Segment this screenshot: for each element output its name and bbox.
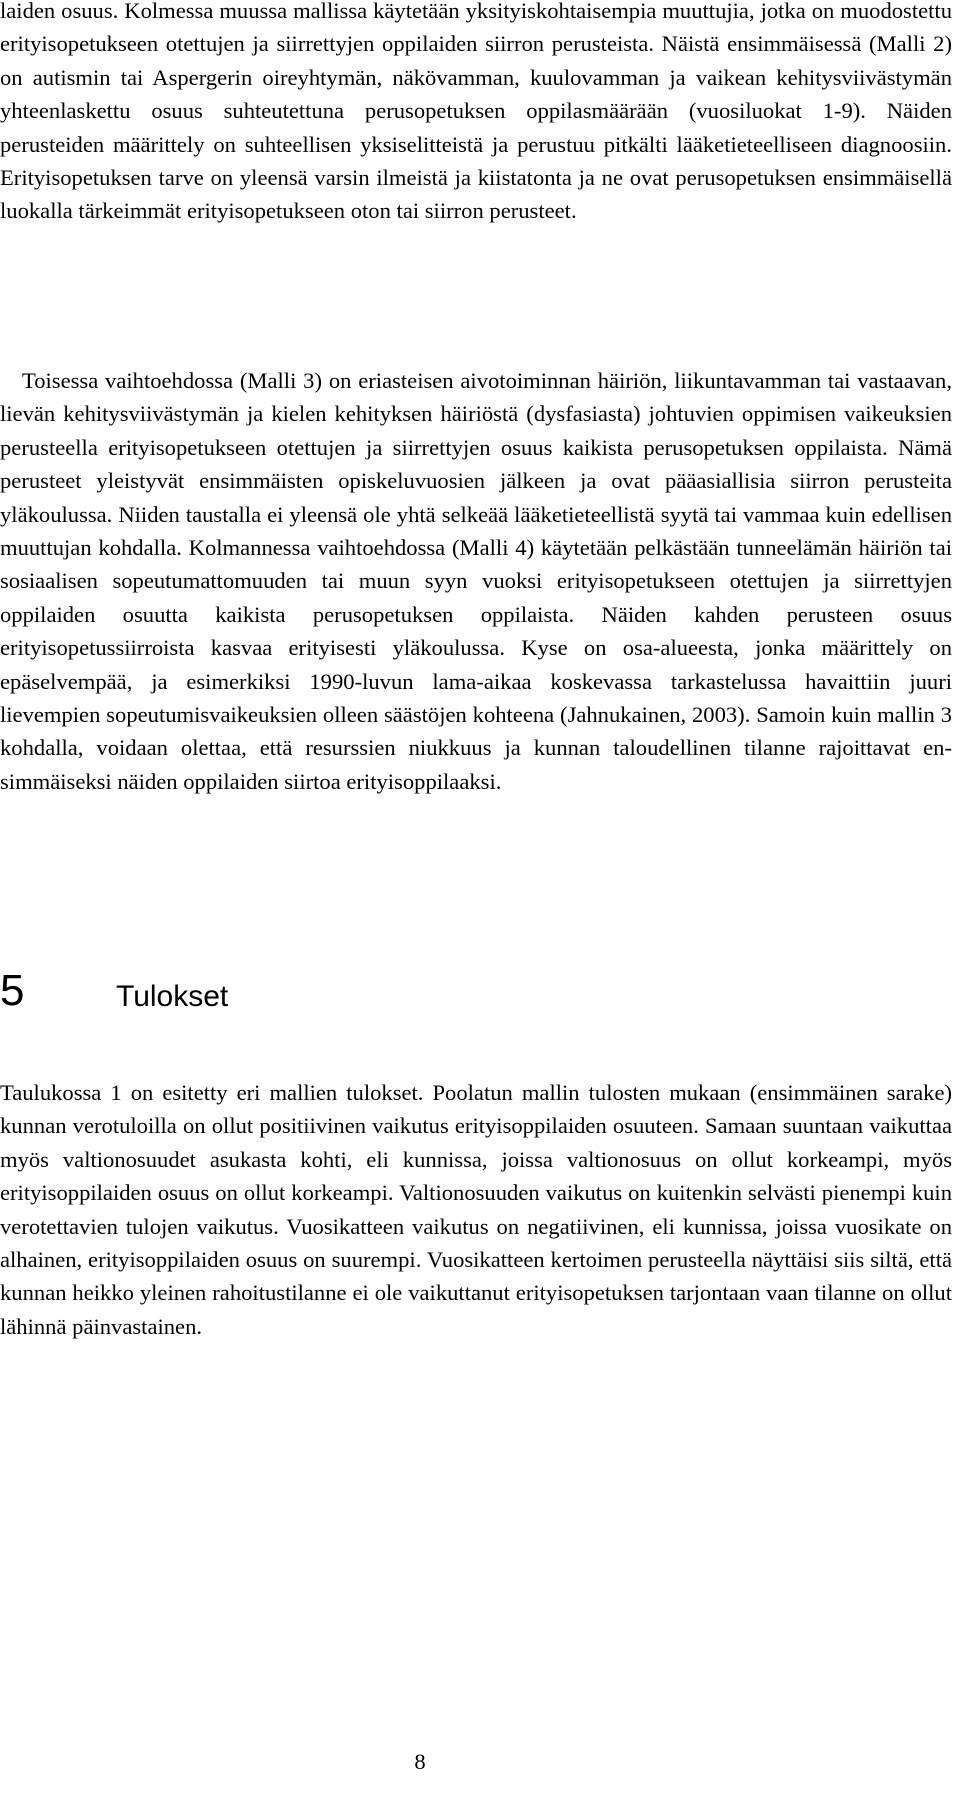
section-number: 5 xyxy=(0,966,25,1015)
paragraph: Taulukossa 1 on esitetty eri mallien tulokset. Poolatun mallin tulosten mukaan (ensimmäinen sarake) kunnan verotuloilla on ollut positiivinen vaikutus erityisoppilaiden osuuteen. Samaan suuntaan vaikuttaa myös valtionosuudet asukasta kohti, eli kunnissa, joissa valtionosuus on ollut korkeampi, myös erityisoppilaiden osuus on ollut korkeampi. Valtionosuuden vaikutus on kuitenkin selvästi pienempi kuin verotettavien tulojen vaikutus. Vuosikatteen vaikutus on negatiivinen, eli kunnissa, joissa vuosikate on alhainen, erityisoppilaiden osuus on suurempi. Vuosikatteen kertoimen perusteella näyttäisi siis siltä, että kunnan heikko yleinen rahoitustilanne ei ole vaikuttanut erityisopetuksen tarjontaan vaan tilanne on ollut lähinnä päinvastainen. xyxy=(0,1080,952,1339)
paragraph: laiden osuus. Kolmessa muussa mallissa käytetään yksityiskohtaisempia muuttujia, jotka on muodostettu erityisopetukseen otettujen ja siirrettyjen oppilaiden siirron perusteista. Näistä ensimmäisessä (Malli 2) on autismin tai Aspergerin oireyhtymän, näkövamman, kuulovamman ja vaikean kehitysviivästymän yhteenlaskettu osuus suhteutettuna perusopetuksen oppilasmäärään (vuosiluokat 1-9). Näiden perusteiden määrittely on suhteellisen yksiselitteistä ja perustuu pitkälti lääketieteelliseen diagnoosiin. Erityisopetuksen tarve on yleensä varsin ilmeistä ja kiistatonta ja ne ovat perusopetuksen ensimmäisellä luokalla tärkeimmät erityisopetukseen oton tai siirron perusteet. xyxy=(0,0,952,224)
body-text-results xyxy=(0,1076,952,1343)
body-text-middle xyxy=(0,364,952,798)
page-number: 8 xyxy=(414,1749,426,1774)
paragraph: Toisessa vaihtoehdossa (Malli 3) on eriasteisen aivotoiminnan häiriön, liikuntavamman tai vastaavan, lievän kehitysviivästymän ja kielen kehityksen häiriöstä (dysfasiasta) johtuvien oppimisen vaikeuksien perusteella erityisopetukseen otettujen ja siirrettyjen osuus kaikista perusopetuksen oppilaista. Nämä perusteet yleistyvät ensimmäisten opiskeluvuosien jälkeen ja ovat pääasiallisia siirron perusteita yläkoulussa. Niiden taustalla ei yleensä ole yhtä selkeää lääketieteellistä syytä tai vammaa kuin edellisen muuttujan kohdalla. Kolmannessa vaihtoehdossa (Malli 4) käytetään pelkästään tunneelämän häiriön tai sosiaalisen sopeutumattomuuden tai muun syyn vuoksi erityisopetukseen otettujen ja siirrettyjen oppilaiden osuutta kaikista perusopetuksen oppilaista. Näiden kahden perusteen osuus erityisopetussiirroista kasvaa erityisesti yläkoulussa. Kyse on osa-alueesta, jonka määrittely on epäselvempää, ja esimerkiksi 1990-luvun lama-aikaa koskevassa tarkastelussa havaittiin juuri lievempien sopeutumisvaikeuksien olleen säästöjen kohteena (Jahnukainen, 2003). Samoin kuin mallin 3 kohdalla, voidaan olettaa, että resurssien niukkuus ja kunnan taloudellinen tilanne rajoittavat ensimmäiseksi näiden oppilaiden siirtoa erityisoppilaaksi. xyxy=(0,368,952,794)
body-text-top xyxy=(0,0,952,228)
section-title: Tulokset xyxy=(116,980,229,1013)
